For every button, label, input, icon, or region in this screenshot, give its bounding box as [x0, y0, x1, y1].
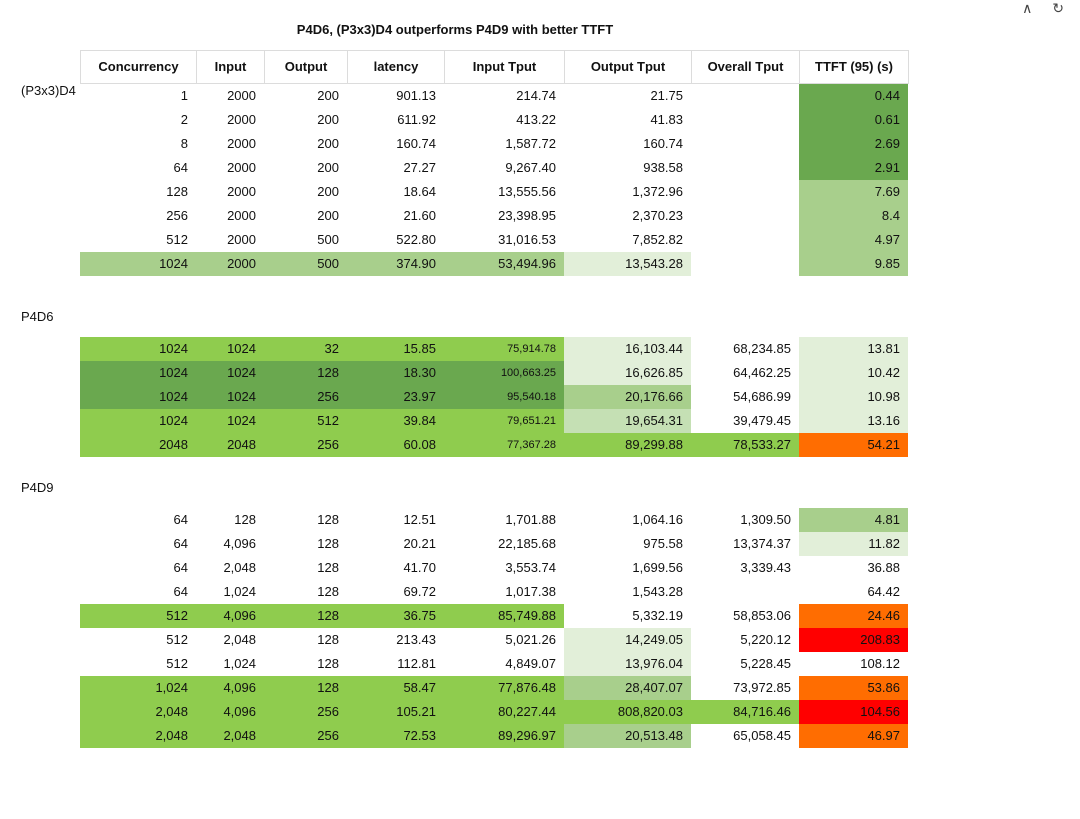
table-cell: 105.21: [347, 700, 444, 724]
table-cell: 69.72: [403, 584, 436, 600]
table-cell: 4.81: [799, 508, 908, 532]
table-cell: 24.46: [799, 604, 908, 628]
table-row: [0, 556, 908, 580]
table-cell: 1,699.56: [632, 560, 683, 576]
table-cell: 65,058.45: [733, 728, 791, 744]
table-cell: 160.74: [643, 136, 683, 152]
table-cell: 256: [264, 385, 347, 409]
table-cell: [691, 156, 799, 180]
table-cell: 108.12: [860, 656, 900, 672]
table-cell: 2,048: [196, 724, 264, 748]
table-cell: 2000: [196, 252, 264, 276]
table-cell: 77,367.28: [444, 433, 564, 457]
table-cell: 41.70: [403, 560, 436, 576]
table-cell: 2000: [227, 160, 256, 176]
table-cell: 31,016.53: [498, 232, 556, 248]
table-cell: 200: [317, 112, 339, 128]
table-cell: 2: [180, 112, 188, 128]
table-row: [0, 180, 908, 204]
table-cell: 200: [317, 160, 339, 176]
table-cell: 84,716.46: [691, 700, 799, 724]
table-cell: 0.44: [799, 84, 908, 108]
table-cell: 1024: [80, 409, 196, 433]
table-row: [0, 252, 908, 276]
table-cell: 21.60: [403, 208, 436, 224]
column-header: Output: [265, 51, 348, 83]
table-cell: 54,686.99: [733, 389, 791, 405]
table-row: [0, 108, 908, 132]
table-cell: 808,820.03: [564, 700, 691, 724]
group-label: (P3x3)D4: [21, 83, 76, 98]
table-cell: 14,249.05: [564, 628, 691, 652]
table-cell: 58.47: [347, 676, 444, 700]
table-cell: 413.22: [516, 112, 556, 128]
table-cell: 41.83: [650, 112, 683, 128]
table-cell: 11.82: [799, 532, 908, 556]
table-row: [0, 409, 908, 433]
table-row: [0, 337, 908, 361]
table-cell: 10.42: [799, 361, 908, 385]
table-cell: 256: [264, 724, 347, 748]
table-cell: 1024: [196, 361, 264, 385]
table-cell: 1024: [80, 385, 196, 409]
table-row: [0, 580, 908, 604]
table-cell: 3,553.74: [505, 560, 556, 576]
table-cell: 53.86: [799, 676, 908, 700]
table-row: [0, 84, 908, 108]
table-cell: 128: [264, 361, 347, 385]
table-cell: 200: [317, 88, 339, 103]
column-header: Concurrency: [81, 51, 197, 83]
table-cell: 112.81: [397, 656, 436, 672]
table-cell: 256: [264, 433, 347, 457]
table-cell: 10.98: [799, 385, 908, 409]
table-cell: 512: [80, 604, 196, 628]
table-cell: 1,024: [80, 676, 196, 700]
table-cell: 2,048: [223, 632, 256, 648]
table-cell: [691, 228, 799, 252]
table-cell: 512: [166, 232, 188, 248]
table-cell: 1024: [80, 337, 196, 361]
table-row: [0, 676, 908, 700]
table-cell: 128: [264, 676, 347, 700]
table-row: [0, 204, 908, 228]
table-cell: 256: [166, 208, 188, 224]
table-cell: 8.4: [799, 204, 908, 228]
table-cell: 2000: [227, 208, 256, 224]
table-cell: 5,021.26: [505, 632, 556, 648]
table-cell: 19,654.31: [564, 409, 691, 433]
table-cell: 64,462.25: [733, 365, 791, 381]
table-cell: 213.43: [396, 632, 436, 648]
table-cell: 68,234.85: [733, 341, 791, 356]
table-row: [0, 652, 908, 676]
table-cell: 4,849.07: [505, 656, 556, 672]
column-header: Overall Tput: [692, 51, 800, 83]
table-cell: 1,309.50: [740, 512, 791, 527]
table-cell: 39,479.45: [733, 413, 791, 429]
table-cell: 58,853.06: [733, 608, 791, 624]
table-cell: 611.92: [397, 112, 436, 128]
table-cell: 128: [317, 584, 339, 600]
table-cell: 75,914.78: [444, 337, 564, 361]
table-cell: 2000: [227, 88, 256, 103]
table-row: [0, 700, 908, 724]
table-cell: 200: [317, 208, 339, 224]
table-cell: 64: [173, 536, 188, 552]
table-cell: 72.53: [347, 724, 444, 748]
column-header: Output Tput: [565, 51, 692, 83]
table-cell: 5,332.19: [632, 608, 683, 624]
table-cell: [691, 204, 799, 228]
table-cell: 9.85: [799, 252, 908, 276]
table-cell: 1024: [80, 361, 196, 385]
table-row: [0, 433, 908, 457]
table-cell: 39.84: [347, 409, 444, 433]
table-cell: 79,651.21: [444, 409, 564, 433]
table-cell: [691, 108, 799, 132]
table-cell: 1,024: [223, 656, 256, 672]
table-cell: 200: [317, 184, 339, 200]
table-cell: 16,103.44: [564, 337, 691, 361]
table-cell: 89,299.88: [564, 433, 691, 457]
sheet-title: P4D6, (P3x3)D4 outperforms P4D9 with better TTFT: [296, 22, 614, 37]
table-cell: 13,555.56: [498, 184, 556, 200]
column-header: latency: [348, 51, 445, 83]
table-cell: 1,587.72: [505, 136, 556, 152]
table-cell: 20,176.66: [564, 385, 691, 409]
table-cell: 1024: [196, 337, 264, 361]
table-cell: 938.58: [643, 160, 683, 176]
table-cell: 77,876.48: [444, 676, 564, 700]
table-cell: 5,228.45: [740, 656, 791, 672]
table-cell: 214.74: [516, 88, 556, 103]
table-cell: 27.27: [403, 160, 436, 176]
table-cell: 16,626.85: [564, 361, 691, 385]
table-cell: 975.58: [643, 536, 683, 552]
table-row: [0, 132, 908, 156]
column-header: Input Tput: [445, 51, 565, 83]
table-cell: 13,543.28: [564, 252, 691, 276]
table-cell: 1,024: [223, 584, 256, 600]
table-cell: 128: [317, 656, 339, 672]
table-cell: 1,064.16: [632, 512, 683, 527]
table-cell: 2048: [80, 433, 196, 457]
table-cell: 1,017.38: [505, 584, 556, 600]
table-cell: 1024: [196, 409, 264, 433]
table-cell: 512: [166, 632, 188, 648]
table-cell: [691, 84, 799, 108]
table-cell: 512: [264, 409, 347, 433]
table-cell: 208.83: [799, 628, 908, 652]
table-row: [0, 156, 908, 180]
table-cell: 2000: [227, 136, 256, 152]
table-cell: 15.85: [347, 337, 444, 361]
table-row: [0, 361, 908, 385]
table-row: [0, 508, 908, 532]
table-cell: 160.74: [396, 136, 436, 152]
table-cell: 128: [317, 632, 339, 648]
table-cell: 256: [264, 700, 347, 724]
table-cell: 13,374.37: [733, 536, 791, 552]
table-cell: 21.75: [650, 88, 683, 103]
table-cell: 32: [264, 337, 347, 361]
table-cell: 85,749.88: [444, 604, 564, 628]
table-cell: 18.30: [347, 361, 444, 385]
table-cell: 20,513.48: [564, 724, 691, 748]
table-cell: 128: [234, 512, 256, 527]
table-cell: 13.16: [799, 409, 908, 433]
window-controls: [1022, 0, 1072, 17]
table-cell: 22,185.68: [498, 536, 556, 552]
table-cell: 5,220.12: [740, 632, 791, 648]
table-cell: 4,096: [223, 536, 256, 552]
table-cell: 1024: [196, 385, 264, 409]
table-cell: 64: [173, 560, 188, 576]
table-cell: 64: [173, 584, 188, 600]
table-cell: 374.90: [347, 252, 444, 276]
table-cell: 1,372.96: [632, 184, 683, 200]
table-cell: 80,227.44: [444, 700, 564, 724]
table-cell: 64: [173, 512, 188, 527]
table-cell: 64.42: [867, 584, 900, 600]
table-cell: 9,267.40: [505, 160, 556, 176]
table-cell: 23.97: [347, 385, 444, 409]
table-cell: [691, 252, 799, 276]
table-cell: 18.64: [403, 184, 436, 200]
table-cell: 100,663.25: [444, 361, 564, 385]
table-cell: 2,048: [80, 724, 196, 748]
table-cell: 522.80: [396, 232, 436, 248]
collapse-icon[interactable]: ∧: [1022, 0, 1041, 16]
table-cell: 2,370.23: [632, 208, 683, 224]
table-cell: 128: [317, 512, 339, 527]
table-cell: 128: [166, 184, 188, 200]
table-cell: 1: [180, 88, 188, 103]
table-cell: 73,972.85: [733, 680, 791, 696]
table-cell: 95,540.18: [444, 385, 564, 409]
table-cell: 104.56: [799, 700, 908, 724]
table-row: [0, 628, 908, 652]
table-cell: 4,096: [196, 604, 264, 628]
table-cell: 60.08: [347, 433, 444, 457]
table-cell: 64: [173, 160, 188, 176]
table-cell: 2000: [227, 112, 256, 128]
table-cell: 20.21: [403, 536, 436, 552]
table-cell: 2000: [227, 232, 256, 248]
group-label: P4D9: [21, 480, 54, 495]
table-cell: 128: [317, 560, 339, 576]
table-cell: 36.75: [347, 604, 444, 628]
table-row: [0, 228, 908, 252]
table-cell: 901.13: [396, 88, 436, 103]
table-cell: 13,976.04: [564, 652, 691, 676]
table-cell: 1024: [80, 252, 196, 276]
table-cell: 128: [317, 536, 339, 552]
table-cell: 12.51: [403, 512, 436, 527]
table-cell: 0.61: [799, 108, 908, 132]
table-cell: 1,543.28: [632, 584, 683, 600]
table-cell: 4,096: [196, 700, 264, 724]
table-cell: [691, 132, 799, 156]
table-cell: 53,494.96: [444, 252, 564, 276]
table-row: [0, 385, 908, 409]
group-label: P4D6: [21, 309, 54, 324]
table-cell: 13.81: [799, 337, 908, 361]
table-cell: 2.69: [799, 132, 908, 156]
table-cell: 2,048: [223, 560, 256, 576]
table-cell: 78,533.27: [691, 433, 799, 457]
table-cell: 2,048: [80, 700, 196, 724]
refresh-icon[interactable]: ↻: [1052, 0, 1072, 16]
table-cell: 23,398.95: [498, 208, 556, 224]
table-cell: 7,852.82: [632, 232, 683, 248]
table-cell: 2.91: [799, 156, 908, 180]
table-cell: 200: [317, 136, 339, 152]
column-header: TTFT (95) (s): [800, 51, 909, 83]
table-cell: 2048: [196, 433, 264, 457]
table-cell: 500: [264, 252, 347, 276]
table-cell: [691, 180, 799, 204]
column-header: Input: [197, 51, 265, 83]
table-cell: 4.97: [799, 228, 908, 252]
table-cell: 1,701.88: [505, 512, 556, 527]
table-cell: 3,339.43: [740, 560, 791, 576]
header-row: [80, 50, 909, 84]
table-cell: 89,296.97: [444, 724, 564, 748]
table-cell: 28,407.07: [564, 676, 691, 700]
table-row: [0, 724, 908, 748]
table-cell: 128: [264, 604, 347, 628]
table-cell: 54.21: [799, 433, 908, 457]
table-cell: 512: [166, 656, 188, 672]
table-cell: 500: [317, 232, 339, 248]
table-cell: [691, 580, 799, 604]
table-cell: 4,096: [196, 676, 264, 700]
table-cell: 8: [180, 136, 188, 152]
table-row: [0, 532, 908, 556]
table-cell: 36.88: [867, 560, 900, 576]
table-cell: 2000: [227, 184, 256, 200]
table-cell: 46.97: [799, 724, 908, 748]
table-row: [0, 604, 908, 628]
table-cell: 7.69: [799, 180, 908, 204]
